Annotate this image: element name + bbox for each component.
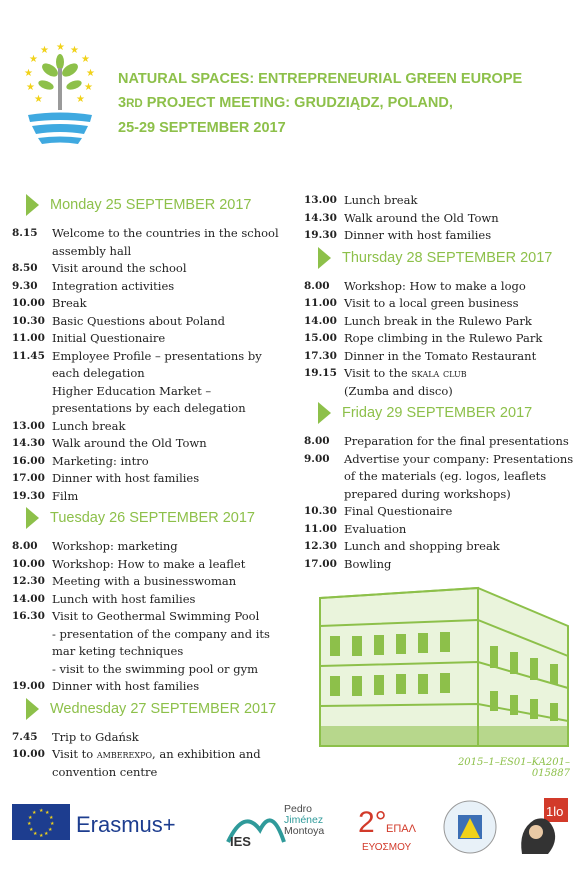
event-time: 13.00	[304, 194, 337, 206]
svg-text:★: ★	[56, 42, 65, 53]
epal-logo	[356, 798, 420, 856]
epal-number: 2°	[358, 806, 387, 839]
svg-text:★: ★	[84, 82, 93, 93]
event-text: Walk around the Old Town	[52, 436, 207, 450]
schedule-row	[12, 678, 292, 696]
svg-text:★: ★	[34, 94, 43, 105]
project-logo	[20, 40, 100, 165]
schedule-row	[12, 313, 292, 331]
event-text: Break	[52, 296, 87, 310]
schedule-row	[304, 433, 574, 451]
event-text: Walk around the Old Town	[344, 210, 499, 225]
schedule-row	[12, 383, 292, 418]
event-text: Lunch and shopping break	[344, 539, 500, 553]
event-time: 11.00	[304, 522, 337, 535]
triangle-bullet-icon	[318, 247, 331, 269]
svg-text:★: ★	[26, 82, 35, 93]
triangle-bullet-icon	[26, 194, 39, 216]
event-text: Visit around the school	[52, 261, 187, 275]
ies-name-line-1: Pedro	[284, 803, 313, 815]
schedule-row	[12, 260, 292, 278]
event-text	[344, 365, 574, 400]
header-line-3: 25-29 SEPTEMBER 2017	[118, 120, 286, 136]
event-text: - presentation of the company and its mar keting techniques	[52, 626, 270, 658]
day-heading-monday	[12, 194, 292, 221]
schedule-row	[12, 470, 292, 488]
schedule-row	[304, 365, 574, 400]
liceum-logo	[514, 796, 570, 856]
event-text: Visit to a local green business	[344, 296, 519, 310]
schedule-row	[304, 210, 574, 228]
ies-name-line-3: Montoya	[284, 825, 325, 837]
event-time: 9.30	[12, 279, 38, 292]
schedule-row	[12, 538, 292, 556]
day-label: Tuesday 26 SEPTEMBER 2017	[50, 510, 255, 526]
schedule-right-column	[304, 192, 574, 573]
venue-name: skala club	[411, 366, 467, 380]
event-text-detail: (Zumba and disco)	[344, 383, 453, 398]
event-time: 17.30	[304, 349, 337, 362]
svg-text:★: ★	[70, 45, 79, 56]
schedule-row	[12, 661, 292, 679]
event-time: 19.30	[12, 489, 45, 502]
erasmus-logo: Erasmus+	[76, 812, 176, 837]
schedule-row	[304, 348, 574, 366]
event-text: Welcome to the countries in the school assembly hall	[52, 226, 279, 258]
schedule-row	[12, 729, 292, 747]
epal-text: ΕΠΑΛ	[386, 823, 416, 835]
event-time: 12.30	[304, 540, 337, 552]
event-text	[52, 746, 292, 781]
svg-text:★: ★	[50, 821, 55, 827]
schedule-row	[304, 227, 574, 245]
event-text: - visit to the swimming pool or gym	[52, 661, 258, 676]
svg-text:★: ★	[32, 810, 37, 816]
triangle-bullet-icon	[26, 507, 39, 529]
event-text: Dinner with host families	[344, 228, 492, 242]
event-text: Lunch break	[52, 418, 126, 433]
partner-logos	[0, 790, 582, 860]
day-heading-tuesday	[12, 507, 292, 534]
event-time: 10.30	[12, 314, 45, 327]
svg-text:★: ★	[48, 827, 53, 833]
svg-text:★: ★	[39, 808, 44, 814]
schedule-row	[12, 488, 292, 506]
svg-text:★: ★	[44, 831, 49, 837]
schedule-row	[12, 435, 292, 453]
header-line-2	[118, 91, 578, 116]
ies-school-name	[284, 804, 324, 837]
day-heading-wednesday	[12, 698, 292, 725]
schedule-row	[304, 330, 574, 348]
svg-text:★: ★	[49, 815, 54, 821]
event-text: Workshop: How to make a leaflet	[52, 556, 246, 571]
event-time: 14.00	[304, 314, 337, 327]
event-text: Visit to Geothermal Swimming Pool	[52, 609, 260, 623]
schedule-row	[12, 453, 292, 471]
event-time: 8.00	[304, 435, 330, 447]
event-text: Lunch with host families	[52, 591, 196, 606]
schedule-left-column	[12, 192, 292, 781]
event-text: Dinner in the Tomato Restaurant	[344, 348, 537, 363]
event-text: Rope climbing in the Rulewo Park	[344, 331, 543, 345]
school-building-illustration	[318, 586, 570, 752]
event-text: Basic Questions about Poland	[52, 313, 226, 328]
svg-text:★: ★	[39, 833, 44, 839]
event-time: 10.00	[12, 297, 45, 309]
event-text: Final Questionaire	[344, 504, 453, 518]
schedule-row	[12, 225, 292, 260]
water-icon	[28, 113, 92, 145]
event-text: Workshop: marketing	[52, 539, 178, 553]
schedule-row	[12, 295, 292, 313]
event-time: 9.00	[304, 452, 330, 465]
day-label: Monday 25 SEPTEMBER 2017	[50, 197, 252, 213]
header-ordinal: 3	[118, 95, 127, 111]
event-text: Evaluation	[344, 521, 407, 536]
event-time: 17.00	[304, 557, 337, 570]
event-time	[12, 661, 52, 679]
event-time: 11.00	[12, 332, 45, 344]
schedule-row	[304, 295, 574, 313]
eu-flag-icon	[12, 804, 70, 840]
event-time: 8.00	[304, 279, 330, 292]
event-text-pre: Visit to	[52, 747, 97, 761]
schedule-row	[12, 746, 292, 781]
schedule-row	[304, 521, 574, 539]
event-text: Workshop: How to make a logo	[344, 278, 526, 293]
event-text: Lunch break	[344, 193, 418, 207]
svg-text:★: ★	[40, 45, 49, 56]
schedule-row	[304, 538, 574, 556]
event-text: Initial Questionaire	[52, 331, 166, 345]
day-heading-friday	[304, 402, 574, 429]
svg-text:★: ★	[86, 68, 95, 79]
event-time: 7.45	[12, 730, 38, 743]
event-text: Meeting with a businesswoman	[52, 574, 237, 588]
schedule-row	[304, 278, 574, 296]
event-time: 8.15	[12, 227, 38, 239]
event-time: 11.45	[12, 349, 45, 362]
venue-name: amberexpo	[96, 747, 153, 761]
svg-text:★: ★	[33, 831, 38, 837]
schedule-row	[12, 330, 292, 348]
event-time: 8.50	[12, 262, 38, 274]
event-text: Integration activities	[52, 278, 175, 293]
event-time: 15.00	[304, 332, 337, 344]
svg-text:★: ★	[76, 94, 85, 105]
schedule-row	[12, 418, 292, 436]
svg-text:★: ★	[27, 821, 32, 827]
event-time: 19.15	[304, 367, 337, 379]
event-time: 8.00	[12, 540, 38, 552]
schedule-row	[12, 556, 292, 574]
event-time: 10.00	[12, 557, 45, 570]
event-text: Lunch break in the Rulewo Park	[344, 313, 532, 328]
event-time: 17.00	[12, 472, 45, 484]
header-ordinal-suffix: RD	[126, 98, 143, 110]
event-time: 10.30	[304, 505, 337, 517]
project-code: 2015–1–ES01–KA201–015887	[457, 757, 570, 779]
event-text: Marketing: intro	[52, 453, 149, 468]
event-time: 14.00	[12, 592, 45, 605]
ies-abbrev: IES	[230, 834, 251, 849]
event-text: Dinner with host families	[52, 471, 200, 485]
schedule-row	[12, 278, 292, 296]
event-time: 16.00	[12, 454, 45, 467]
event-time: 10.00	[12, 748, 45, 760]
schedule-row	[304, 556, 574, 574]
svg-text:★: ★	[24, 68, 33, 79]
svg-text:★: ★	[28, 815, 33, 821]
schedule-row	[12, 573, 292, 591]
eu-stars-icon	[12, 804, 70, 840]
day-label: Friday 29 SEPTEMBER 2017	[342, 405, 533, 421]
event-text: Film	[52, 488, 79, 503]
header-line-1: NATURAL SPACES: ENTREPRENEURIAL GREEN EUROPE	[118, 71, 523, 87]
event-text: Dinner with host families	[52, 679, 200, 693]
event-time	[12, 626, 52, 661]
ies-name-line-2: Jiménez	[284, 814, 324, 826]
schedule-row	[12, 608, 292, 626]
schedule-row	[304, 503, 574, 521]
event-time: 11.00	[304, 297, 337, 309]
schedule-row	[12, 591, 292, 609]
event-text-pre: Visit to the	[344, 366, 412, 380]
event-time: 14.30	[12, 437, 45, 449]
event-text: Advertise your company: Presentations of the materials (eg. logos, leaflets prepared during workshops)	[344, 451, 574, 501]
triangle-bullet-icon	[318, 402, 331, 424]
event-time: 12.30	[12, 575, 45, 587]
event-time: 13.00	[12, 419, 45, 432]
event-time	[12, 383, 52, 418]
svg-text:★: ★	[81, 54, 90, 65]
schedule-row	[304, 313, 574, 331]
page-header	[118, 67, 578, 140]
header-meeting: PROJECT MEETING: GRUDZIĄDZ, POLAND,	[142, 95, 453, 111]
event-text: Bowling	[344, 556, 392, 571]
day-heading-thursday	[304, 247, 574, 274]
schedule-row	[304, 451, 574, 504]
day-label: Thursday 28 SEPTEMBER 2017	[342, 249, 553, 266]
event-time: 19.30	[304, 229, 337, 241]
liceum-number: 1lo	[546, 804, 564, 819]
event-text: Trip to Gdańsk	[52, 729, 139, 744]
day-label: Wednesday 27 SEPTEMBER 2017	[50, 700, 277, 717]
schedule-row	[12, 626, 292, 661]
triangle-bullet-icon	[26, 698, 39, 720]
svg-text:★: ★	[45, 810, 50, 816]
event-text-post: , an exhibition and convention centre	[52, 747, 261, 779]
event-text: Preparation for the final presentations	[344, 434, 569, 448]
event-time: 16.30	[12, 610, 45, 622]
epal-text-2: ΕΥΟΣΜΟΥ	[362, 842, 412, 853]
svg-text:★: ★	[29, 827, 34, 833]
event-time: 14.30	[304, 211, 337, 224]
event-time: 19.00	[12, 680, 45, 692]
school-crest-logo	[440, 798, 500, 856]
event-text: Higher Education Market – presentations by each delegation	[52, 383, 246, 415]
event-text: Employee Profile – presentations by each delegation	[52, 348, 262, 380]
schedule-row	[12, 348, 292, 383]
schedule-row	[304, 192, 574, 210]
svg-text:★: ★	[29, 54, 38, 65]
